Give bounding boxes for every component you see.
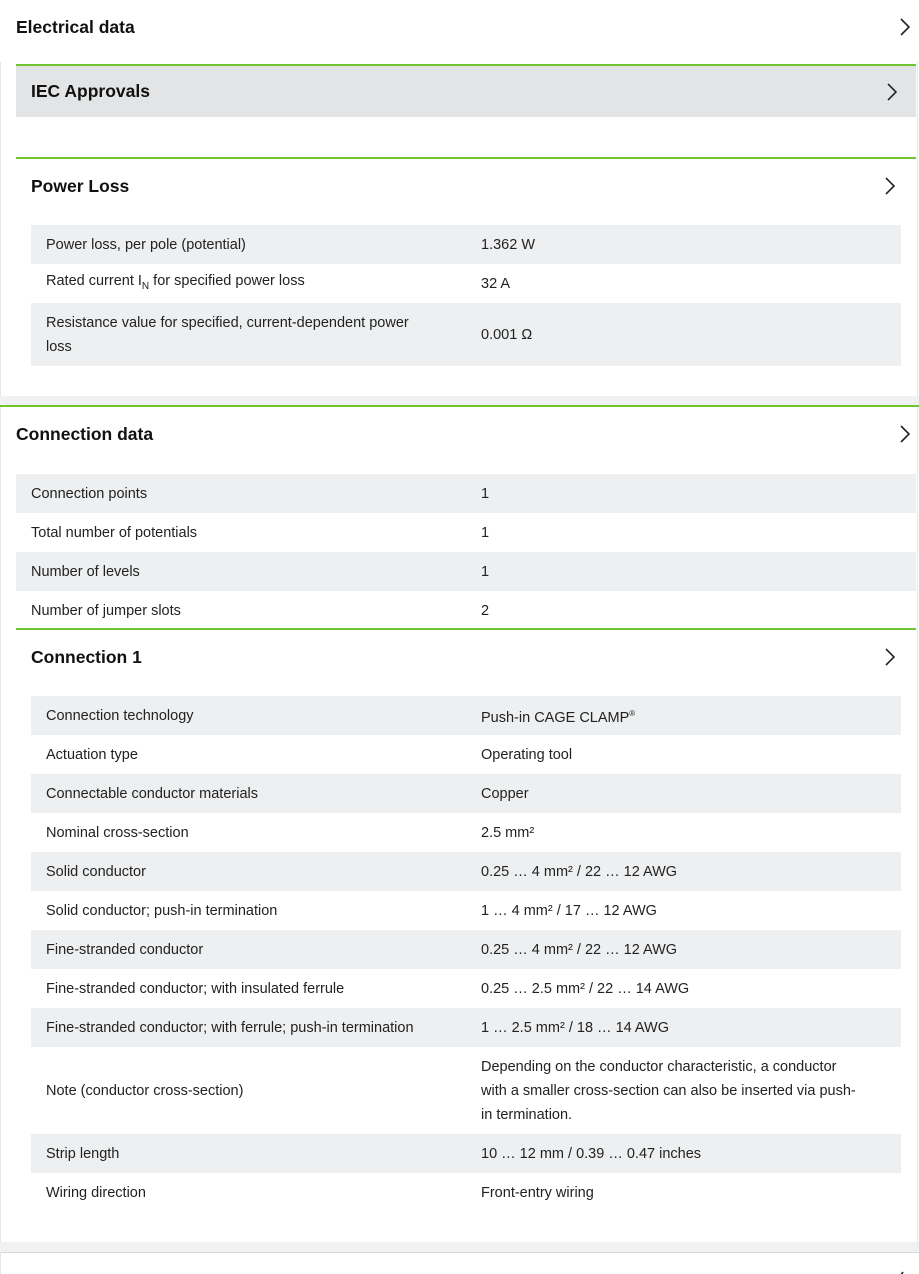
table-row [31, 264, 901, 303]
row-label: Resistance value for specified, current-dependent power loss [46, 314, 409, 355]
chevron-right-icon [883, 646, 897, 668]
accent-divider [16, 157, 916, 159]
row-value: 2.5 mm² [481, 824, 535, 841]
connection-data-header[interactable] [16, 418, 912, 450]
section-frame-left [0, 62, 1, 396]
row-value: Depending on the conductor characteristic, a conductor with a smaller cross-section can also be inserted via push- in termination. [481, 1058, 856, 1123]
table-row [31, 852, 901, 891]
power-loss-title: Power Loss [31, 175, 130, 196]
table-row [31, 969, 901, 1008]
power-loss-table [31, 225, 901, 366]
connection-1-header[interactable] [31, 641, 897, 673]
table-row [31, 696, 901, 735]
row-label: Connection points [31, 485, 148, 502]
table-row [16, 552, 916, 591]
row-label: Total number of potentials [31, 524, 198, 541]
section-frame-left [0, 1252, 1, 1274]
table-row [31, 774, 901, 813]
chevron-right-icon [883, 175, 897, 197]
row-value: 1.362 W [481, 236, 535, 253]
table-row [31, 891, 901, 930]
row-label: Number of levels [31, 563, 140, 580]
chevron-right-icon [885, 81, 899, 103]
iec-approvals-title: IEC Approvals [31, 81, 150, 101]
table-row [16, 474, 916, 513]
table-row [31, 1008, 901, 1047]
row-label: Wiring direction [46, 1184, 146, 1201]
row-value: 0.25 … 4 mm² / 22 … 12 AWG [481, 863, 678, 880]
row-value: 0.001 Ω [481, 326, 533, 343]
iec-approvals-header[interactable] [16, 66, 916, 117]
connection-data-title: Connection data [16, 423, 154, 444]
table-row [31, 930, 901, 969]
chevron-right-icon [898, 16, 912, 38]
table-row [16, 591, 916, 630]
section-frame-left [0, 404, 1, 1242]
row-label: Number of jumper slots [31, 602, 181, 619]
table-row [31, 303, 901, 366]
row-value: Operating tool [481, 746, 573, 763]
table-row [31, 1173, 901, 1212]
section-separator [0, 1242, 919, 1252]
row-value: 0.25 … 2.5 mm² / 22 … 14 AWG [481, 980, 690, 997]
chevron-right-icon [898, 423, 912, 445]
power-loss-header[interactable] [31, 170, 897, 202]
section-frame-right [917, 62, 918, 396]
row-value: Front-entry wiring [481, 1184, 594, 1201]
row-label: Rated current $I_N$ for specified power loss [46, 272, 305, 292]
accent-divider [0, 405, 919, 407]
row-label: Fine-stranded conductor; with ferrule; push-in termination [46, 1019, 414, 1036]
chevron-right-icon[interactable] [898, 1266, 908, 1274]
row-label: Connection technology [46, 707, 194, 724]
electrical-data-title: Electrical data [16, 16, 135, 37]
row-label: Actuation type [46, 746, 138, 763]
row-value: 1 … 4 mm² / 17 … 12 AWG [481, 902, 657, 919]
row-value: 0.25 … 4 mm² / 22 … 12 AWG [481, 941, 678, 958]
row-label: Fine-stranded conductor [46, 941, 204, 958]
row-value: 1 [481, 563, 490, 580]
row-value: 2 [481, 602, 490, 619]
row-label: Nominal cross-section [46, 824, 189, 841]
electrical-data-header[interactable] [16, 10, 912, 44]
row-label: Strip length [46, 1145, 120, 1162]
row-label: Solid conductor; push-in termination [46, 902, 278, 919]
row-value: 10 … 12 mm / 0.39 … 0.47 inches [481, 1145, 702, 1162]
section-frame-right [917, 404, 918, 1242]
table-row [31, 225, 901, 264]
row-label: Note (conductor cross-section) [46, 1082, 244, 1099]
table-row [16, 513, 916, 552]
section-divider [0, 1252, 919, 1253]
row-value: 1 [481, 485, 490, 502]
row-value: Copper [481, 785, 529, 802]
connection-1-title: Connection 1 [31, 646, 142, 667]
connection-1-table [31, 696, 901, 1212]
row-value: Push-in CAGE CLAMP® [481, 708, 636, 726]
row-value: 1 [481, 524, 490, 541]
row-value: 32 A [481, 275, 511, 292]
table-row [31, 1047, 901, 1134]
accent-divider [16, 628, 916, 630]
table-row [31, 1134, 901, 1173]
row-value: 1 … 2.5 mm² / 18 … 14 AWG [481, 1019, 670, 1036]
table-row [31, 813, 901, 852]
row-label: Fine-stranded conductor; with insulated ferrule [46, 980, 345, 997]
table-row [31, 735, 901, 774]
row-label: Connectable conductor materials [46, 785, 258, 802]
row-label: Power loss, per pole (potential) [46, 236, 246, 253]
row-label: Solid conductor [46, 863, 146, 880]
connection-data-table [16, 474, 916, 630]
